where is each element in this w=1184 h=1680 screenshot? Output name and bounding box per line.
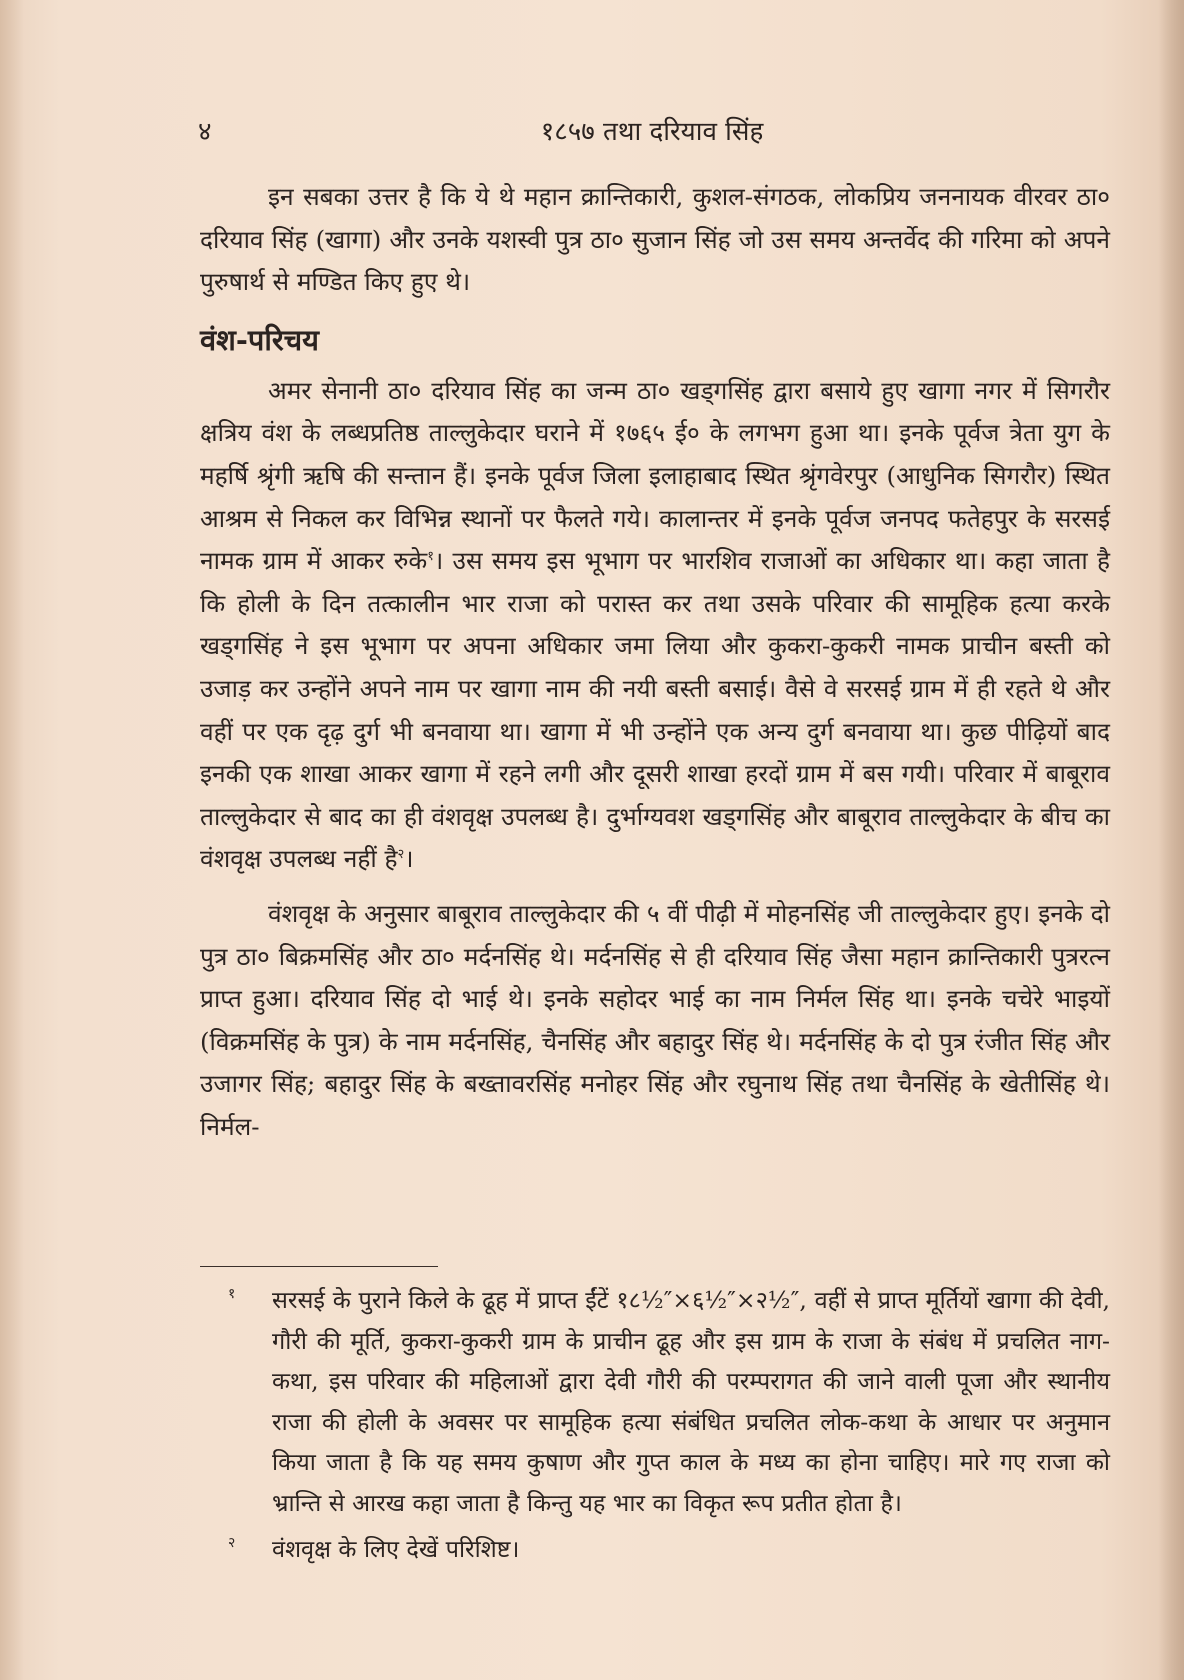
binding-shadow [0,0,24,1680]
page-number: ४ [198,117,212,147]
section-heading: वंश-परिचय [200,322,319,357]
main-text [200,176,1110,1148]
footnote-marker-1: १ [228,1286,236,1302]
footnote-2 [200,1529,1110,1570]
paragraph-lineage-text-3: । [404,844,414,874]
footnote-marker-2: २ [228,1535,236,1551]
footnote-text-2: वंशवृक्ष के लिए देखें परिशिष्ट। [272,1535,520,1563]
footnote-1 [200,1280,1110,1523]
page-edge-shadow [1158,0,1184,1680]
paragraph-lineage-text-2: । उस समय इस भूभाग पर भारशिव राजाओं का अधिकार था। कहा जाता है कि होली के दिन तत्कालीन भार राजा को परास्त कर तथा उसके परिवार की सामूहिक हत्या करके खड्गसिंह ने इस भूभाग पर अपना अधिकार जमा लिया और कुकरा-कुकरी नामक प्राचीन बस्ती को उजाड़ कर उन्होंने अपने नाम पर खागा नाम की नयी बस्ती बसाई। वैसे वे सरसई ग्राम में ही रहते थे और वहीं पर एक दृढ़ दुर्ग भी बनवाया था। खागा में भी उन्होंने एक अन्य दुर्ग बनवाया था। कुछ पीढ़ियों बाद इनकी एक शाखा आकर खागा में रहने लगी और दूसरी शाखा हरदों ग्राम में बस गयी। परिवार में बाबूराव ताल्लुकेदार से बाद का ही वंशवृक्ष उपलब्ध है। दुर्भाग्यवश खड्गसिंह और बाबूराव ताल्लुकेदार के बीच का वंशवृक्ष उपलब्ध नहीं है [200,546,1110,874]
footnote-text-1: सरसई के पुराने किले के ढूह में प्राप्त ईंटें १८½″×६½″×२½″, वहीं से प्राप्त मूर्तियों खागा की देवी, गौरी की मूर्ति, कुकरा-कुकरी ग्राम के प्राचीन ढूह और इस ग्राम के राजा के संबंध में प्रचलित नाग-कथा, इस परिवार की महिलाओं द्वारा देवी गौरी की परम्परागत की जाने वाली पूजा और स्थानीय राजा की होली के अवसर पर सामूहिक हत्या संबंधित प्रचलित लोक-कथा के आधार पर अनुमान किया जाता है कि यह समय कुषाण और गुप्त काल के मध्य का होना चाहिए। मारे गए राजा को भ्रान्ति से आरख कहा जाता है किन्तु यह भार का विकृत रूप प्रतीत होता है। [272,1286,1110,1517]
page-header [192,112,1112,152]
paragraph-family-tree: वंशवृक्ष के अनुसार बाबूराव ताल्लुकेदार की ५ वीं पीढ़ी में मोहनसिंह जी ताल्लुकेदार हुए। इनके दो पुत्र ठा० बिक्रमसिंह और ठा० मर्दनसिंह थे। मर्दनसिंह से ही दरियाव सिंह जैसा महान क्रान्तिकारी पुत्ररत्न प्राप्त हुआ। दरियाव सिंह दो भाई थे। इनके सहोदर भाई का नाम निर्मल सिंह था। इनके चचेरे भाइयों (विक्रमसिंह के पुत्र) के नाम मर्दनसिंह, चैनसिंह और बहादुर सिंह थे। मर्दनसिंह के दो पुत्र रंजीत सिंह और उजागर सिंह; बहादुर सिंह के बख्तावरसिंह मनोहर सिंह और रघुनाथ सिंह तथा चैनसिंह के खेतीसिंह थे। निर्मल- [200,898,1110,1141]
footnotes [200,1280,1110,1576]
paragraph-lineage-text-1: अमर सेनानी ठा० दरियाव सिंह का जन्म ठा० खड्गसिंह द्वारा बसाये हुए खागा नगर में सिगरौर क्षत्रिय वंश के लब्धप्रतिष्ठ ताल्लुकेदार घराने में १७६५ ई० के लगभग हुआ था। इनके पूर्वज त्रेता युग के महर्षि श्रृंगी ऋषि की सन्तान हैं। इनके पूर्वज जिला इलाहाबाद स्थित श्रृंगवेरपुर (आधुनिक सिगरौर) स्थित आश्रम से निकल कर विभिन्न स्थानों पर फैलते गये। कालान्तर में इनके पूर्वज जनपद फतेहपुर के सरसई नामक ग्राम में आकर रुके [200,375,1110,576]
footnote-ref-1: १ [427,549,434,564]
paragraph-lineage [200,370,1110,881]
footnote-divider [200,1266,438,1267]
paragraph-intro: इन सबका उत्तर है कि ये थे महान क्रान्तिकारी, कुशल-संगठक, लोकप्रिय जननायक वीरवर ठा० दरियाव सिंह (खागा) और उनके यशस्वी पुत्र ठा० सुजान सिंह जो उस समय अन्तर्वेद की गरिमा को अपने पुरुषार्थ से मण्डित किए हुए थे। [200,182,1110,297]
running-title: १८५७ तथा दरियाव सिंह [540,117,764,147]
footnote-ref-2: २ [397,847,405,863]
